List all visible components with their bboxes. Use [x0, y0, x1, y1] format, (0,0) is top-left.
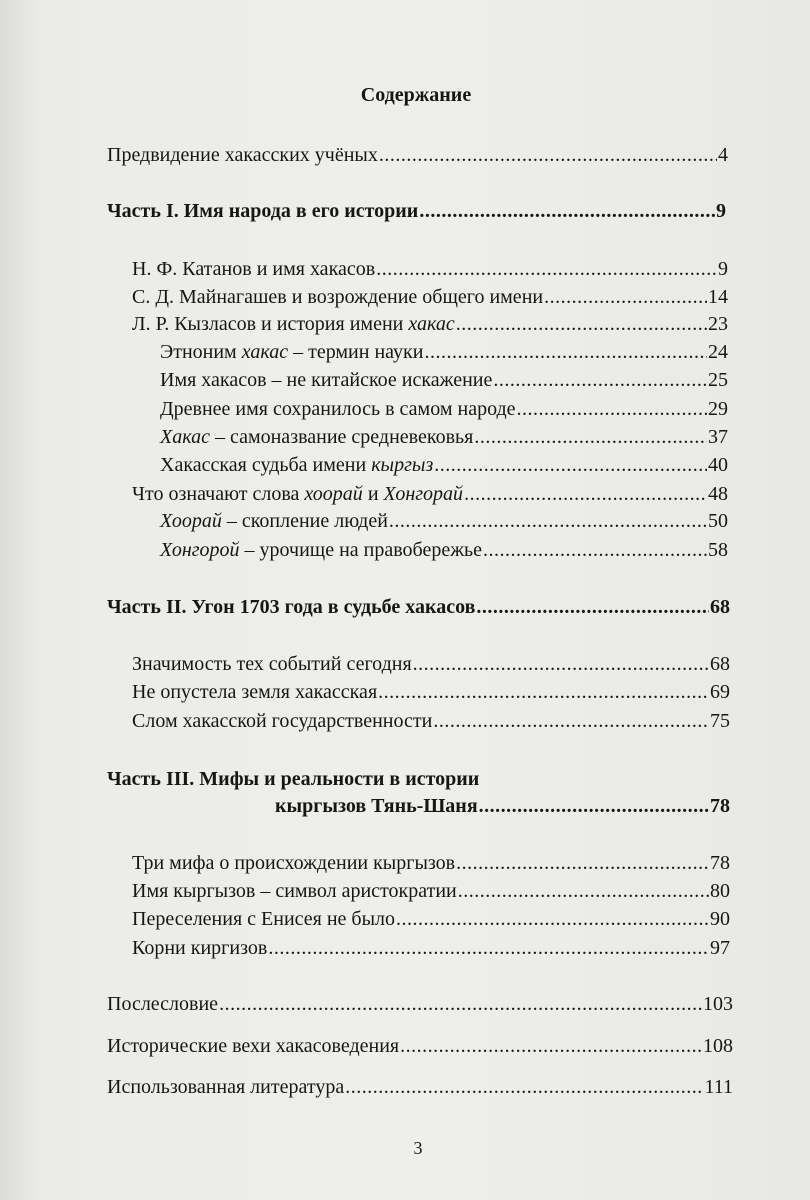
toc-entry-title — [160, 367, 492, 393]
toc-entry-title — [160, 537, 482, 563]
toc-entry-title — [107, 594, 475, 620]
toc-entry — [132, 850, 730, 876]
title-text: С. Д. Майнагашев и возрождение общего имени — [132, 286, 544, 308]
toc-page-number: 29 — [708, 398, 728, 420]
dot-leader — [424, 339, 707, 365]
toc-entry-title — [132, 906, 395, 932]
dot-leader — [517, 396, 707, 422]
title-text: Имя хакасов – не китайское искажение — [160, 369, 493, 391]
dot-leader — [493, 367, 707, 393]
toc-page-number: 80 — [710, 880, 730, 902]
dot-leader — [474, 424, 707, 450]
title-text: Переселения с Енисея не было — [132, 908, 396, 930]
toc-page-number: 50 — [708, 510, 728, 532]
toc-entry — [132, 708, 730, 734]
toc-page-number: 75 — [710, 710, 730, 732]
toc-entry — [132, 256, 728, 282]
title-text: Часть I. Имя народа в его истории — [107, 200, 419, 222]
toc-page-number: 103 — [703, 993, 733, 1015]
dot-leader — [378, 679, 709, 705]
toc-page-number: 78 — [710, 852, 730, 874]
title-text: кыргызов Тянь-Шаня — [275, 795, 478, 817]
toc-page-number: 48 — [708, 483, 728, 505]
toc-entry-title — [132, 311, 455, 337]
toc-entry — [132, 679, 730, 705]
toc-part-entry — [107, 594, 730, 620]
italic-term: хакас — [408, 313, 455, 335]
toc-entry — [132, 651, 730, 677]
toc-page-number: 9 — [718, 258, 728, 280]
title-text: Что означают слова — [132, 483, 305, 505]
toc-page-number: 24 — [708, 341, 728, 363]
title-text: Древнее имя сохранилось в самом народе — [160, 398, 516, 420]
toc-page-number: 69 — [710, 681, 730, 703]
title-text: – скопление людей — [221, 510, 388, 532]
toc-entry — [107, 1074, 733, 1100]
toc-entry-title — [132, 651, 412, 677]
dot-leader — [434, 452, 707, 478]
dot-leader — [458, 878, 709, 904]
toc-page-number: 111 — [704, 1076, 733, 1098]
toc-entry — [160, 452, 728, 478]
toc-entry-title — [107, 198, 418, 224]
toc-title: Содержание — [360, 84, 472, 106]
dot-leader — [400, 1033, 702, 1059]
toc-entry-title — [107, 991, 218, 1017]
dot-leader — [376, 256, 717, 282]
toc-part-entry — [107, 198, 726, 224]
toc-entry — [132, 311, 728, 337]
dot-leader — [419, 198, 715, 224]
toc-entry-title — [132, 850, 455, 876]
dot-leader — [413, 651, 709, 677]
title-text: Значимость тех событий сегодня — [132, 653, 412, 675]
toc-entry-title — [132, 878, 457, 904]
toc-entry-title — [160, 396, 516, 422]
title-text: Л. Р. Кызласов и история имени — [132, 313, 409, 335]
toc-page-number: 90 — [710, 908, 730, 930]
toc-entry — [160, 367, 728, 393]
toc-entry-title — [160, 339, 423, 365]
toc-entry — [160, 508, 728, 534]
dot-leader — [345, 1074, 703, 1100]
title-text: Имя кыргызов – символ аристократии — [132, 880, 457, 902]
toc-entry-title — [160, 508, 388, 534]
toc-entry — [132, 481, 728, 507]
toc-entry — [160, 339, 728, 365]
dot-leader — [476, 594, 709, 620]
dot-leader — [268, 935, 709, 961]
dot-leader — [464, 481, 707, 507]
toc-part-entry — [275, 793, 730, 819]
toc-entry-title — [132, 284, 543, 310]
toc-page-number: 4 — [718, 144, 728, 166]
toc-page-number: 68 — [710, 653, 730, 675]
title-text: Корни киргизов — [132, 937, 268, 959]
italic-term: Хонгорай — [383, 483, 464, 505]
dot-leader — [479, 793, 709, 819]
toc-entry — [160, 424, 728, 450]
dot-leader — [433, 708, 709, 734]
title-text: Исторические вехи хакасоведения — [107, 1035, 400, 1057]
toc-entry-title — [132, 679, 377, 705]
toc-part-heading-line: Часть III. Мифы и реальности в истории — [107, 768, 480, 790]
title-text: Хакасская судьба имени — [160, 454, 372, 476]
dot-leader — [544, 284, 707, 310]
toc-entry-title — [107, 1074, 344, 1100]
toc-page-number: 40 — [708, 454, 728, 476]
toc-entry-title — [160, 452, 433, 478]
toc-page-number: 68 — [710, 596, 730, 618]
dot-leader — [219, 991, 702, 1017]
title-text: Три мифа о происхождении кыргызов — [132, 852, 456, 874]
toc-entry-title — [132, 256, 375, 282]
toc-entry — [107, 991, 733, 1017]
toc-page-number: 9 — [716, 200, 726, 222]
title-text: и — [362, 483, 384, 505]
toc-entry-title — [160, 424, 473, 450]
toc-entry — [132, 935, 730, 961]
toc-entry — [132, 906, 730, 932]
dot-leader — [379, 142, 717, 168]
title-text: Слом хакасской государственности — [132, 710, 433, 732]
toc-entry — [132, 878, 730, 904]
toc-page-number: 14 — [708, 286, 728, 308]
title-text: Не опустела земля хакасская — [132, 681, 378, 703]
dot-leader — [389, 508, 707, 534]
title-text: – термин науки — [288, 341, 424, 363]
italic-term: Хоорай — [160, 510, 222, 532]
title-text: Часть II. Угон 1703 года в судьбе хакасов — [107, 596, 476, 618]
title-text: Этноним — [160, 341, 242, 363]
toc-page-number: 58 — [708, 539, 728, 561]
toc-entry-title — [107, 1033, 399, 1059]
dot-leader — [456, 850, 709, 876]
dot-leader — [483, 537, 707, 563]
italic-term: кыргыз — [371, 454, 434, 476]
title-text: – урочище на правобережье — [239, 539, 483, 561]
page-number: 3 — [413, 1138, 423, 1158]
title-text: Н. Ф. Катанов и имя хакасов — [132, 258, 376, 280]
title-text: – самоназвание средневековья — [209, 426, 474, 448]
toc-page-number: 37 — [708, 426, 728, 448]
italic-term: хоорай — [304, 483, 363, 505]
title-text: Предвидение хакасских учёных — [107, 144, 378, 166]
toc-entry-title — [132, 708, 432, 734]
toc-entry — [160, 396, 728, 422]
toc-entry-title — [132, 481, 463, 507]
toc-page-number: 108 — [703, 1035, 733, 1057]
toc-page-number: 78 — [710, 795, 730, 817]
toc-page-number: 97 — [710, 937, 730, 959]
toc-page-number: 25 — [708, 369, 728, 391]
italic-term: Хакас — [160, 426, 210, 448]
toc-entry-title — [107, 142, 378, 168]
toc-entry — [107, 1033, 733, 1059]
italic-term: хакас — [241, 341, 289, 363]
toc-page-number: 23 — [708, 313, 728, 335]
toc-entry — [160, 537, 728, 563]
title-text: Послесловие — [107, 993, 219, 1015]
italic-term: Хонгорой — [160, 539, 240, 561]
toc-entry — [107, 142, 728, 168]
toc-entry-title — [132, 935, 267, 961]
dot-leader — [396, 906, 709, 932]
toc-entry-title — [275, 793, 478, 819]
dot-leader — [456, 311, 707, 337]
toc-entry — [132, 284, 728, 310]
title-text: Использованная литература — [107, 1076, 345, 1098]
